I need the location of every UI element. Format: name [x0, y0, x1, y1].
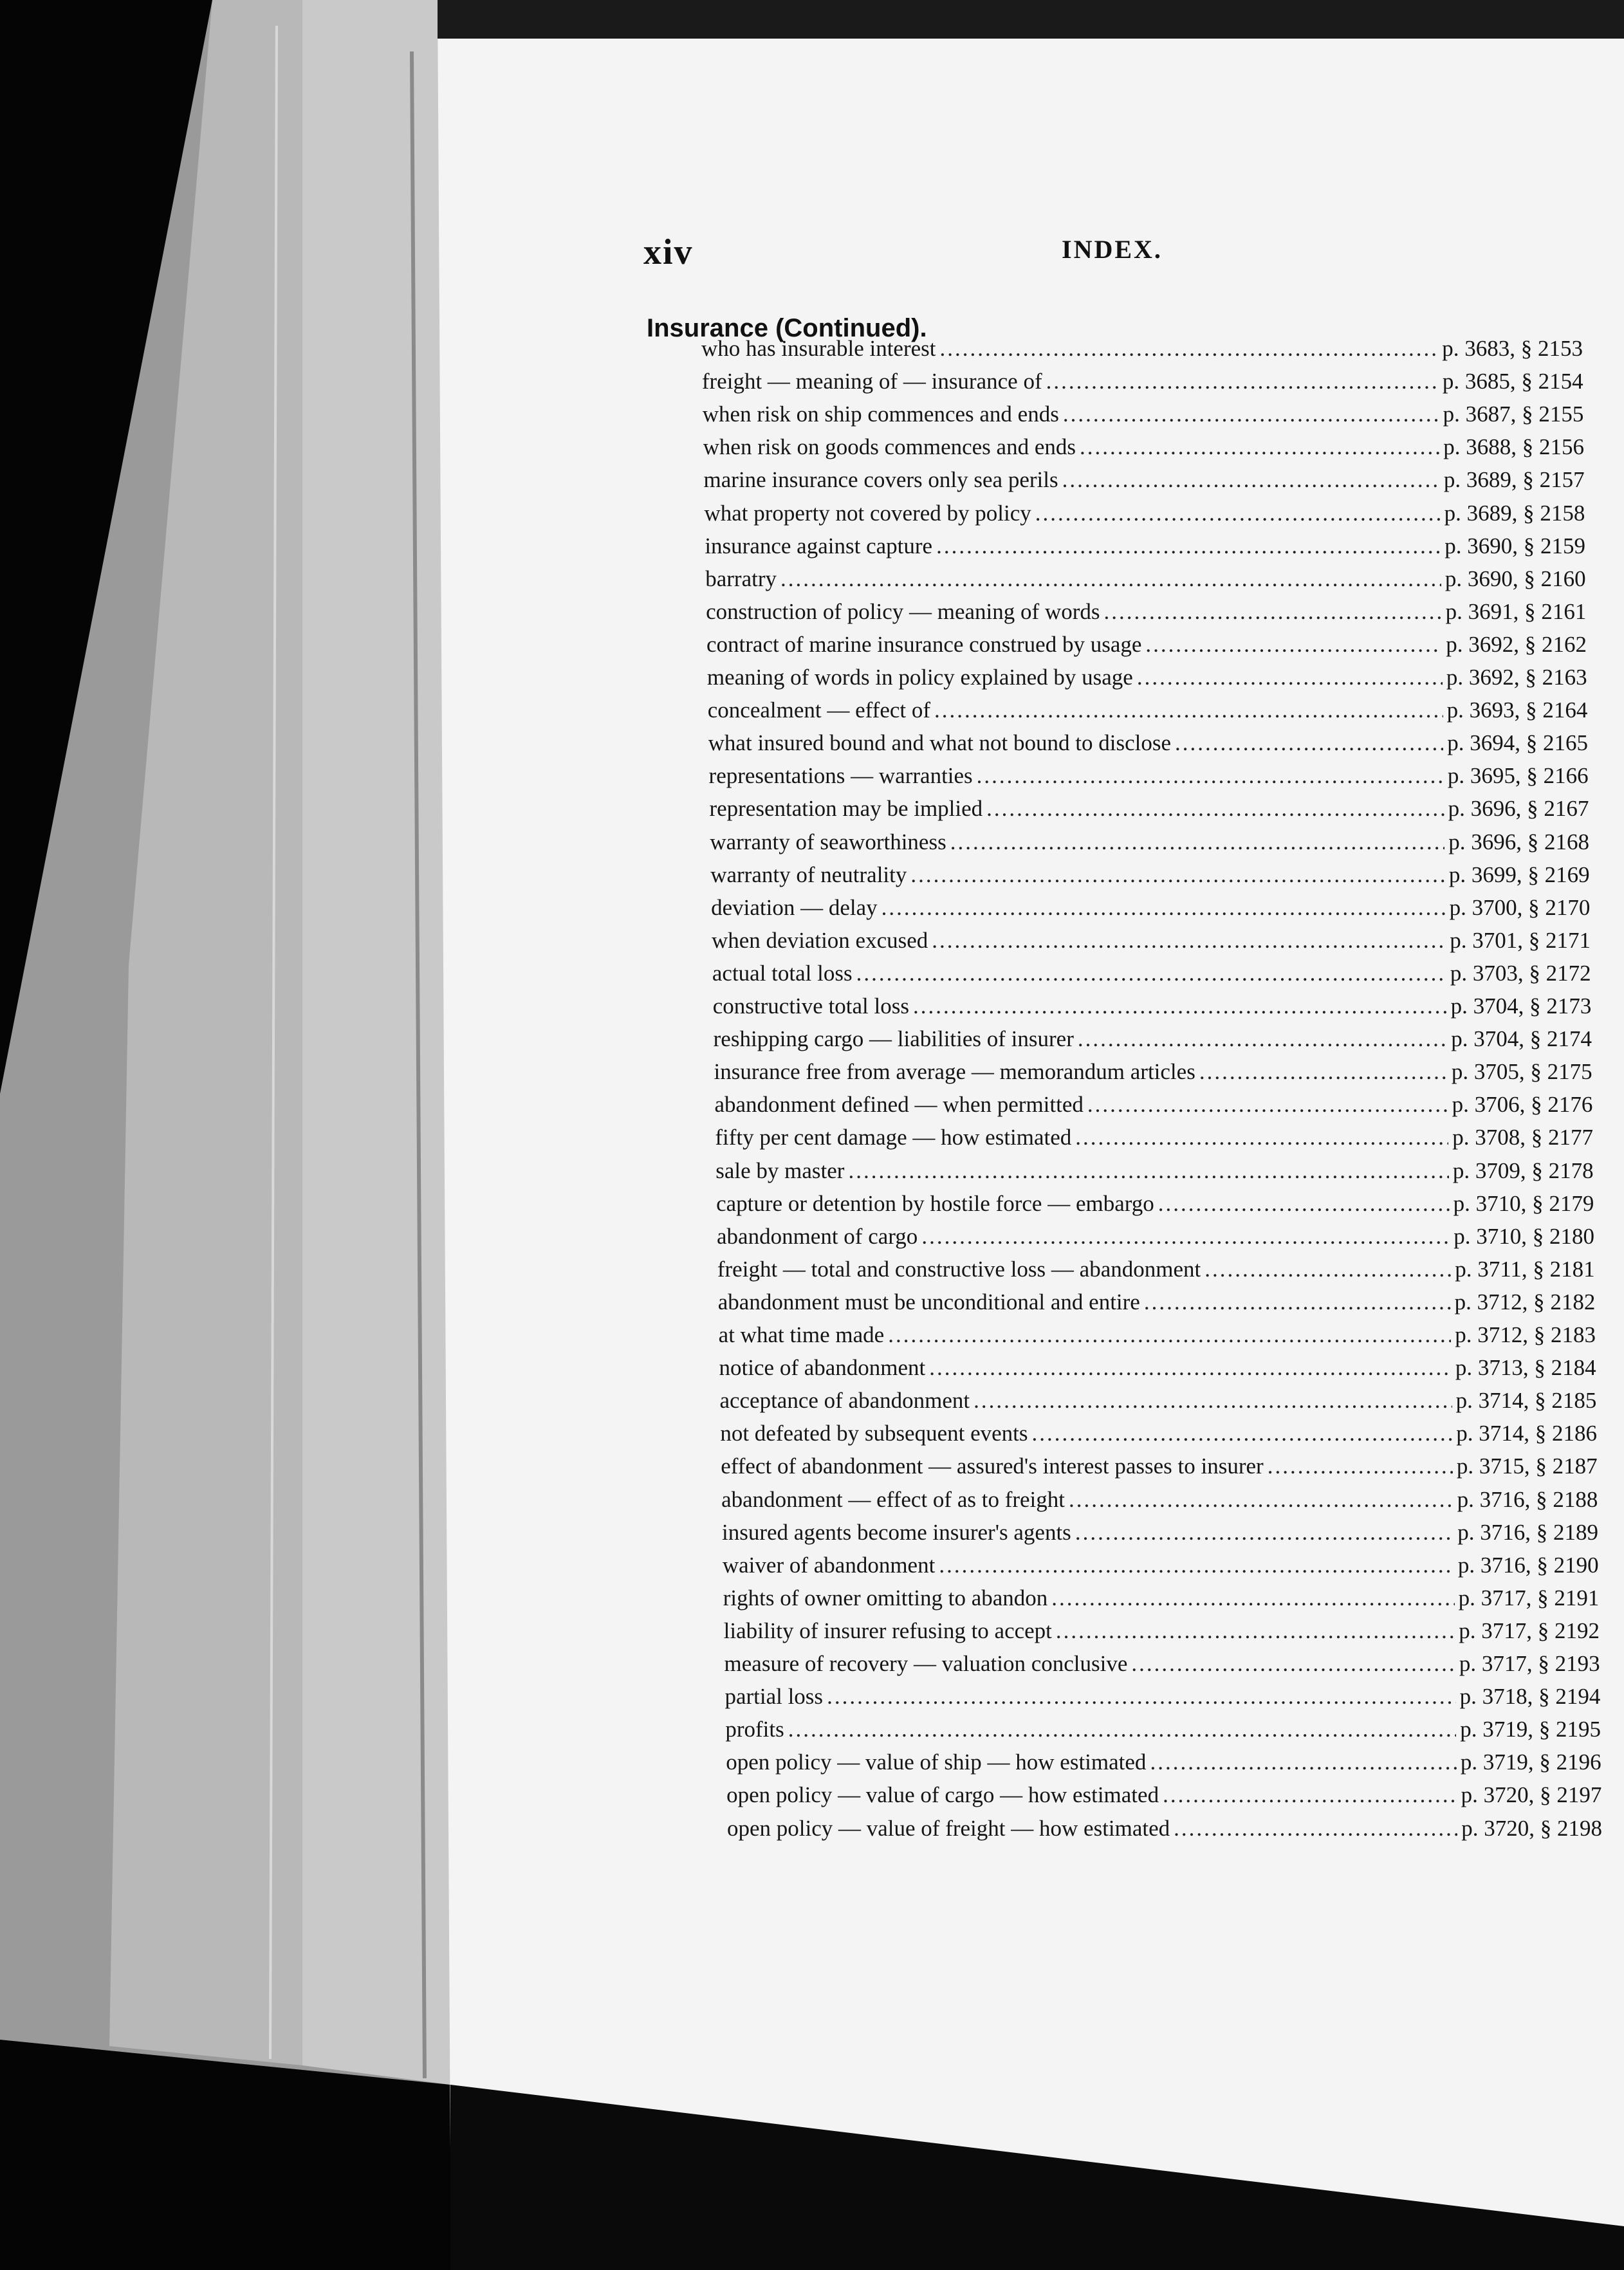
index-entry-text: what property not covered by policy — [704, 500, 1031, 526]
index-entry — [702, 369, 1583, 401]
index-entry-leader-dots — [888, 1322, 1451, 1348]
index-entry — [719, 1322, 1596, 1354]
index-entry-page-ref: p. 3696, § 2168 — [1448, 829, 1589, 854]
index-entry — [703, 434, 1584, 466]
index-entry-text: representation may be implied — [709, 796, 983, 822]
index-entry-text: abandonment defined — when permitted — [714, 1092, 1084, 1118]
index-entry — [717, 1224, 1594, 1256]
index-entry-page-ref: p. 3689, § 2158 — [1444, 500, 1585, 526]
index-entry — [718, 1289, 1596, 1322]
index-entry-page-ref: p. 3693, § 2164 — [1446, 697, 1588, 723]
index-entry — [710, 862, 1589, 894]
index-entry-leader-dots — [929, 1355, 1452, 1381]
index-entry-text: sale by master — [715, 1158, 845, 1183]
index-entry — [709, 763, 1589, 795]
index-entry-text: when deviation excused — [712, 927, 928, 953]
index-entry — [704, 501, 1585, 533]
index-entry-leader-dots — [1175, 730, 1443, 756]
index-entry-leader-dots — [1268, 1453, 1453, 1479]
index-entry-leader-dots — [1075, 1125, 1448, 1150]
index-entry-page-ref: p. 3685, § 2154 — [1442, 369, 1583, 394]
index-entry-page-ref: p. 3691, § 2161 — [1445, 598, 1587, 624]
index-entry-text: open policy — value of freight — how estimated — [727, 1815, 1170, 1841]
index-entry-text: abandonment of cargo — [717, 1223, 918, 1249]
index-entry — [726, 1749, 1601, 1782]
index-entry-page-ref: p. 3705, § 2175 — [1451, 1059, 1592, 1085]
index-entry-leader-dots — [1062, 467, 1440, 493]
index-entry-leader-dots — [910, 862, 1445, 888]
index-entry — [712, 928, 1591, 960]
index-entry-leader-dots — [932, 928, 1446, 954]
index-entry — [725, 1717, 1601, 1749]
index-entry-page-ref: p. 3717, § 2191 — [1458, 1585, 1600, 1610]
index-entry — [724, 1684, 1600, 1716]
index-entry-page-ref: p. 3690, § 2159 — [1444, 533, 1585, 558]
index-entry-page-ref: p. 3694, § 2165 — [1447, 730, 1588, 756]
index-entry-page-ref: p. 3717, § 2192 — [1459, 1618, 1600, 1643]
index-entry-leader-dots — [780, 566, 1441, 592]
index-entry-text: freight — meaning of — insurance of — [701, 369, 1042, 394]
index-entry-leader-dots — [1137, 665, 1443, 690]
index-entry-leader-dots — [986, 796, 1444, 822]
index-entry — [705, 533, 1585, 566]
index-entry-text: who has insurable interest — [701, 336, 936, 361]
index-entry-page-ref: p. 3704, § 2174 — [1451, 1026, 1592, 1052]
index-entry-leader-dots — [856, 961, 1446, 986]
index-entry-text: capture or detention by hostile force — embargo — [716, 1190, 1154, 1216]
index-entry-page-ref: p. 3712, § 2183 — [1455, 1322, 1596, 1347]
index-entry-leader-dots — [940, 336, 1439, 362]
index-entry-page-ref: p. 3719, § 2195 — [1460, 1717, 1601, 1742]
index-entry-text: marine insurance covers only sea perils — [703, 467, 1058, 493]
index-entry-text: effect of abandonment — assured's interest passes to insurer — [721, 1453, 1264, 1479]
index-entry-text: barratry — [705, 566, 777, 591]
index-entry-page-ref: p. 3711, § 2181 — [1455, 1256, 1595, 1282]
index-entry — [727, 1816, 1602, 1848]
index-entry-page-ref: p. 3715, § 2187 — [1456, 1453, 1598, 1479]
index-entry-text: meaning of words in policy explained by usage — [706, 665, 1133, 690]
index-entry-text: notice of abandonment — [719, 1355, 926, 1381]
index-entry-text: reshipping cargo — liabilities of insurer — [713, 1026, 1074, 1052]
index-entry-page-ref: p. 3688, § 2156 — [1443, 434, 1584, 460]
index-entry — [706, 599, 1586, 631]
index-entry — [726, 1782, 1601, 1814]
index-entry-page-ref: p. 3720, § 2198 — [1461, 1815, 1602, 1841]
index-entry-text: actual total loss — [712, 960, 853, 986]
index-entry-text: abandonment must be unconditional and entire — [717, 1289, 1140, 1315]
index-entry-page-ref: p. 3709, § 2178 — [1452, 1158, 1594, 1183]
index-entry-leader-dots — [881, 895, 1446, 921]
index-entry-text: representations — warranties — [708, 763, 973, 789]
index-entry-page-ref: p. 3718, § 2194 — [1459, 1684, 1601, 1710]
index-entry — [722, 1520, 1598, 1552]
index-entry-page-ref: p. 3708, § 2177 — [1452, 1125, 1593, 1150]
index-entry-page-ref: p. 3696, § 2167 — [1448, 796, 1589, 822]
index-entry — [709, 796, 1589, 828]
index-entry — [707, 665, 1587, 697]
index-entry-page-ref: p. 3683, § 2153 — [1442, 336, 1583, 361]
index-entry — [721, 1453, 1597, 1486]
index-entry — [712, 961, 1591, 993]
index-entry — [719, 1388, 1596, 1420]
index-entry — [703, 401, 1584, 434]
index-entry-page-ref: p. 3714, § 2186 — [1456, 1421, 1597, 1446]
index-entry-text: construction of policy — meaning of words — [706, 598, 1100, 624]
index-entry-page-ref: p. 3704, § 2173 — [1450, 993, 1592, 1019]
index-entry-leader-dots — [788, 1717, 1457, 1742]
index-entry-page-ref: p. 3690, § 2160 — [1444, 566, 1586, 591]
index-entry — [711, 895, 1590, 927]
index-entry — [704, 467, 1585, 499]
index-entry-page-ref: p. 3689, § 2157 — [1443, 467, 1585, 493]
index-entry-leader-dots — [1204, 1257, 1451, 1282]
index-entry — [721, 1487, 1598, 1519]
index-entry-leader-dots — [1087, 1092, 1448, 1118]
index-entry-leader-dots — [939, 1553, 1454, 1578]
index-entry-leader-dots — [1150, 1749, 1456, 1775]
index-entry — [706, 632, 1587, 664]
index-entry-page-ref: p. 3692, § 2162 — [1446, 631, 1587, 657]
index-entry-page-ref: p. 3710, § 2180 — [1453, 1223, 1594, 1249]
index-entry — [710, 829, 1589, 862]
index-entry-leader-dots — [1104, 599, 1442, 625]
index-entry — [717, 1257, 1595, 1289]
index-entry-page-ref: p. 3713, § 2184 — [1455, 1355, 1596, 1381]
index-entry-leader-dots — [1199, 1059, 1448, 1085]
index-entry-text: warranty of seaworthiness — [710, 829, 946, 854]
index-entry-leader-dots — [848, 1158, 1448, 1184]
index-entry-text: rights of owner omitting to abandon — [723, 1585, 1048, 1610]
index-entry-leader-dots — [977, 763, 1444, 789]
index-entry-leader-dots — [1080, 434, 1439, 460]
index-entry-text: insured agents become insurer's agents — [722, 1519, 1071, 1545]
index-entry-page-ref: p. 3701, § 2171 — [1450, 927, 1591, 953]
index-entry-leader-dots — [1032, 1421, 1453, 1446]
index-entry-text: acceptance of abandonment — [719, 1388, 970, 1414]
index-entry — [713, 993, 1592, 1026]
index-entry-text: constructive total loss — [712, 993, 909, 1019]
index-entry-text: deviation — delay — [711, 894, 878, 920]
index-entry-page-ref: p. 3703, § 2172 — [1450, 960, 1591, 986]
index-entry-leader-dots — [1078, 1026, 1447, 1052]
section-heading-continued: (Continued). — [775, 314, 927, 342]
index-entry-leader-dots — [1144, 1289, 1451, 1315]
index-entry-text: at what time made — [718, 1322, 885, 1347]
index-entry — [714, 1026, 1592, 1058]
index-entry-page-ref: p. 3699, § 2169 — [1448, 862, 1590, 887]
index-entry-leader-dots — [1069, 1487, 1453, 1513]
index-entry — [714, 1059, 1592, 1091]
index-entry-text: what insured bound and what not bound to disclose — [708, 730, 1172, 756]
index-entry-leader-dots — [1035, 501, 1441, 526]
index-entry-text: freight — total and constructive loss — abandonment — [717, 1256, 1201, 1282]
index-entry — [705, 566, 1585, 598]
index-entry-leader-dots — [1163, 1782, 1457, 1808]
index-entry-leader-dots — [1075, 1520, 1453, 1546]
index-entry-text: warranty of neutrality — [710, 862, 907, 887]
index-entry-page-ref: p. 3720, § 2197 — [1461, 1782, 1602, 1808]
index-entry — [723, 1585, 1600, 1618]
index-entry-leader-dots — [1046, 369, 1439, 394]
index-entry-leader-dots — [973, 1388, 1452, 1414]
index-entry-page-ref: p. 3710, § 2179 — [1453, 1190, 1594, 1216]
index-entry-page-ref: p. 3716, § 2189 — [1457, 1519, 1598, 1545]
index-entry-text: concealment — effect of — [707, 697, 931, 723]
index-entry-page-ref: p. 3712, § 2182 — [1454, 1289, 1596, 1315]
section-heading-term: Insurance — [647, 314, 768, 342]
index-entry-text: measure of recovery — valuation conclusive — [724, 1651, 1128, 1676]
index-entry-leader-dots — [950, 829, 1445, 855]
index-entry-leader-dots — [1051, 1585, 1454, 1611]
index-entry-text: insurance against capture — [705, 533, 933, 558]
index-entry-text: when risk on ship commences and ends — [702, 401, 1059, 427]
index-entry-text: abandonment — effect of as to freight — [721, 1486, 1065, 1512]
index-entry — [724, 1618, 1600, 1650]
index-entry-leader-dots — [1158, 1191, 1450, 1217]
index-entry-text: waiver of abandonment — [722, 1552, 936, 1578]
index-entry-leader-dots — [1063, 401, 1439, 427]
index-entry — [715, 1158, 1593, 1190]
index-entry-page-ref: p. 3716, § 2188 — [1457, 1486, 1598, 1512]
page-title: INDEX. — [1062, 235, 1163, 264]
index-entry-page-ref: p. 3706, § 2176 — [1452, 1092, 1593, 1118]
index-entry-leader-dots — [1145, 632, 1442, 658]
index-entry-leader-dots — [913, 993, 1447, 1019]
index-entry-page-ref: p. 3687, § 2155 — [1443, 401, 1584, 427]
index-entry — [724, 1651, 1600, 1683]
index-entry — [720, 1421, 1597, 1453]
index-entry-page-ref: p. 3714, § 2185 — [1455, 1388, 1597, 1414]
index-entry-page-ref: p. 3717, § 2193 — [1459, 1651, 1600, 1676]
index-entry-text: open policy — value of ship — how estimated — [726, 1749, 1147, 1775]
index-entry-leader-dots — [934, 697, 1443, 723]
index-entry-text: profits — [725, 1717, 784, 1742]
index-entry-leader-dots — [936, 533, 1441, 559]
index-entry-text: insurance free from average — memorandum articles — [714, 1059, 1195, 1085]
index-entry — [715, 1125, 1593, 1157]
index-entry-page-ref: p. 3700, § 2170 — [1449, 894, 1591, 920]
index-entry-text: fifty per cent damage — how estimated — [715, 1125, 1072, 1150]
page-number: xiv — [643, 232, 694, 272]
index-entry-page-ref: p. 3692, § 2163 — [1446, 665, 1587, 690]
index-entry-leader-dots — [921, 1224, 1450, 1250]
index-entry — [708, 697, 1588, 730]
index-entry-leader-dots — [1131, 1651, 1455, 1677]
index-entry-leader-dots — [1174, 1816, 1457, 1841]
index-entry-text: liability of insurer refusing to accept — [723, 1618, 1052, 1643]
index-entry-text: not defeated by subsequent events — [720, 1421, 1028, 1446]
index-entry — [701, 336, 1583, 368]
index-entry-text: when risk on goods commences and ends — [703, 434, 1076, 460]
index-entry-text: partial loss — [724, 1684, 824, 1710]
index-entry — [716, 1191, 1594, 1223]
index-entry-page-ref: p. 3695, § 2166 — [1447, 763, 1589, 789]
index-entry — [708, 730, 1588, 762]
index-entry — [723, 1553, 1599, 1585]
index-entry-leader-dots — [827, 1684, 1456, 1710]
index-entry-text: open policy — value of cargo — how estimated — [726, 1782, 1159, 1808]
index-entry-page-ref: p. 3716, § 2190 — [1457, 1552, 1599, 1578]
index-entry — [719, 1355, 1596, 1387]
index-entry-page-ref: p. 3719, § 2196 — [1460, 1749, 1601, 1775]
index-entry — [714, 1092, 1592, 1124]
index-entry-text: contract of marine insurance construed by usage — [706, 631, 1142, 657]
index-entry-leader-dots — [1056, 1618, 1455, 1644]
